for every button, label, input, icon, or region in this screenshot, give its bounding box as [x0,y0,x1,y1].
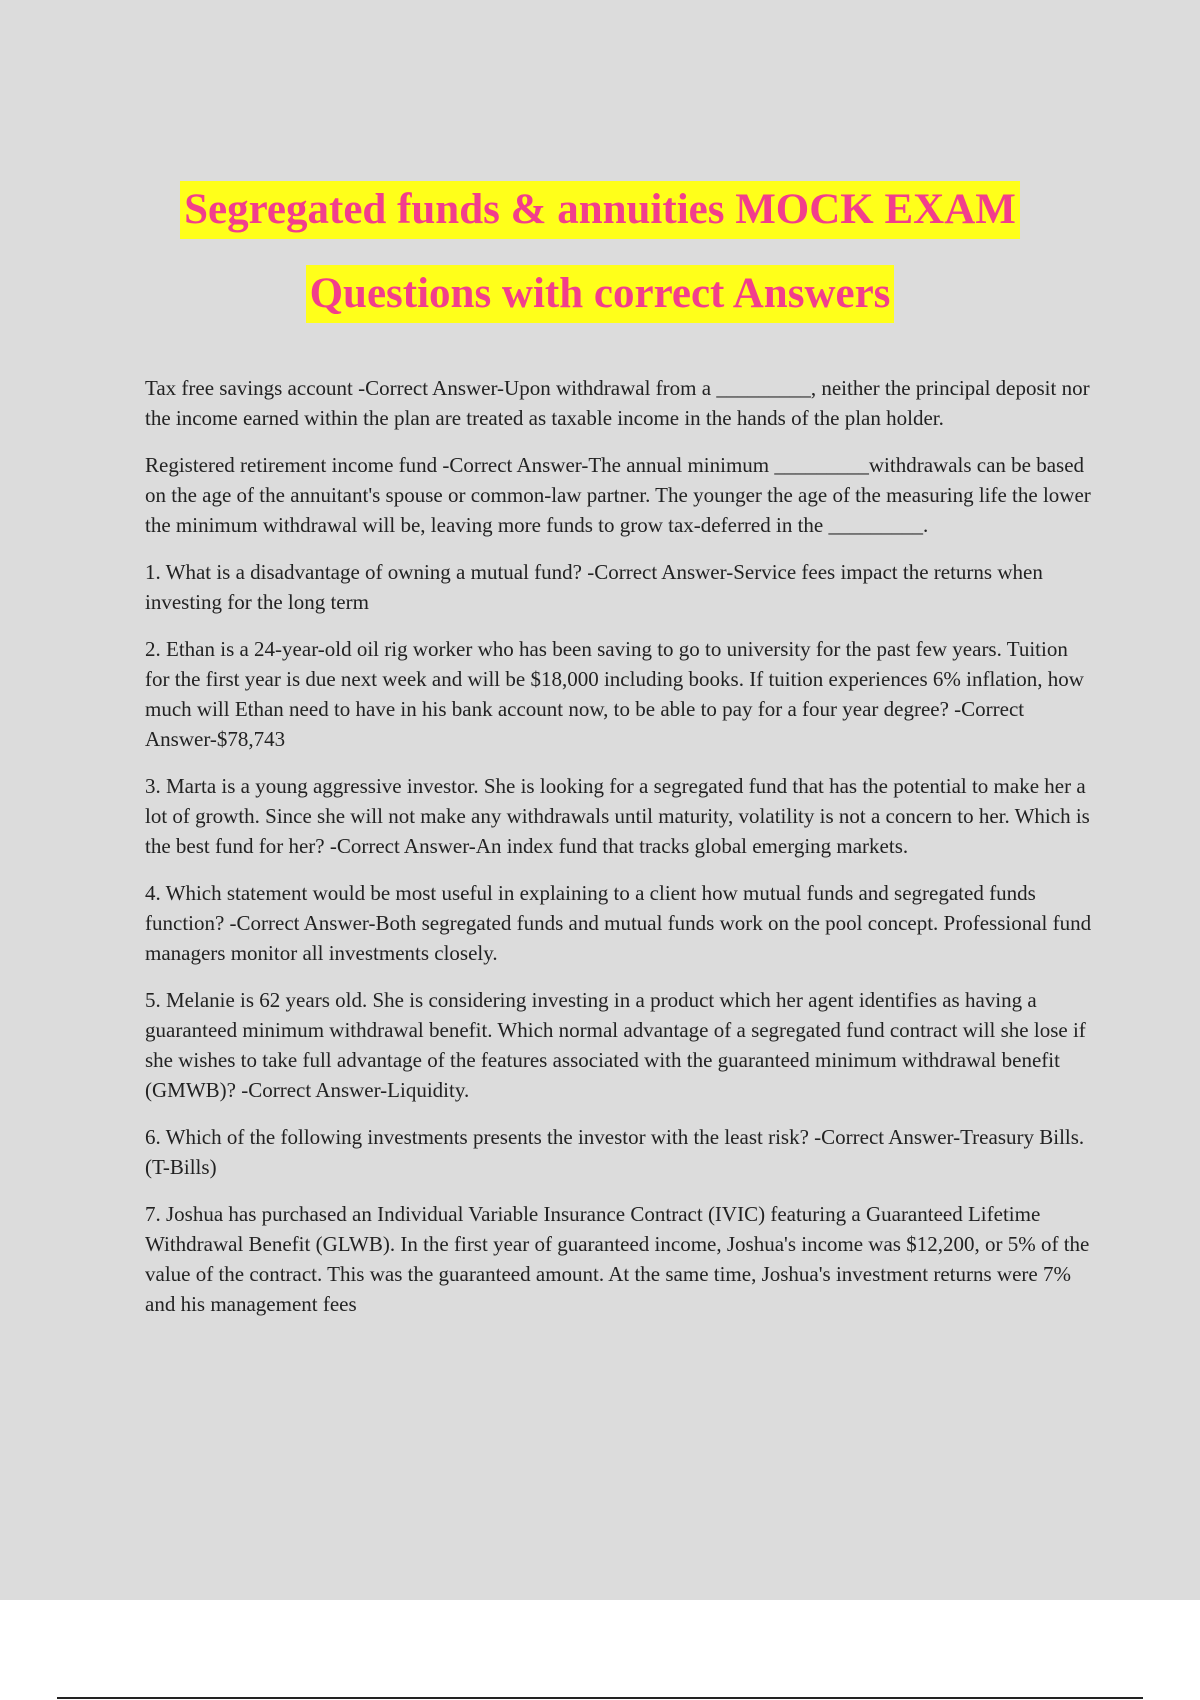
document-body [145,373,1097,1336]
question-2: 2. Ethan is a 24-year-old oil rig worker who has been saving to go to university for the past few years. Tuition for the first year is due next week and will be $18,000 including books. If tuition experiences 6% inflation, how much will Ethan need to have in his bank account now, to be able to pay for a four year degree? -Correct Answer-$78,743 [145,637,1084,751]
question-6: 6. Which of the following investments presents the investor with the least risk? -Correct Answer-Treasury Bills. (T-Bills) [145,1125,1085,1179]
title-line-1: Segregated funds & annuities MOCK EXAM [180,181,1020,239]
document-title [0,168,1200,336]
title-line-2: Questions with correct Answers [306,265,895,323]
question-5: 5. Melanie is 62 years old. She is considering investing in a product which her agent identifies as having a guaranteed minimum withdrawal benefit. Which normal advantage of a segregated fund contract will she lose if she wishes to take full advantage of the features associated with the guaranteed minimum withdrawal benefit (GMWB)? -Correct Answer-Liquidity. [145,988,1086,1102]
question-7: 7. Joshua has purchased an Individual Variable Insurance Contract (IVIC) featuring a Guaranteed Lifetime Withdrawal Benefit (GLWB). In the first year of guaranteed income, Joshua's income was $12,200, or 5% of the value of the contract. This was the guaranteed amount. At the same time, Joshua's investment returns were 7% and his management fees [145,1202,1090,1316]
question-4: 4. Which statement would be most useful in explaining to a client how mutual funds and segregated funds function? -Correct Answer-Both segregated funds and mutual funds work on the pool concept. Professional fund managers monitor all investments closely. [145,881,1092,965]
paragraph-tfsa: Tax free savings account -Correct Answer-Upon withdrawal from a _________, neither the principal deposit nor the income earned within the plan are treated as taxable income in the hands of the plan holder. [145,376,1090,430]
page-divider [57,1697,1143,1699]
question-3: 3. Marta is a young aggressive investor. She is looking for a segregated fund that has the potential to make her a lot of growth. Since she will not make any withdrawals until maturity, volatility is not a concern to her. Which is the best fund for her? -Correct Answer-An index fund that tracks global emerging markets. [145,774,1090,858]
question-1: 1. What is a disadvantage of owning a mutual fund? -Correct Answer-Service fees impact the returns when investing for the long term [145,560,1043,614]
paragraph-rrif: Registered retirement income fund -Correct Answer-The annual minimum _________withdrawals can be based on the age of the annuitant's spouse or common-law partner. The younger the age of the measuring life the lower the minimum withdrawal will be, leaving more funds to grow tax-deferred in the _________. [145,453,1091,537]
